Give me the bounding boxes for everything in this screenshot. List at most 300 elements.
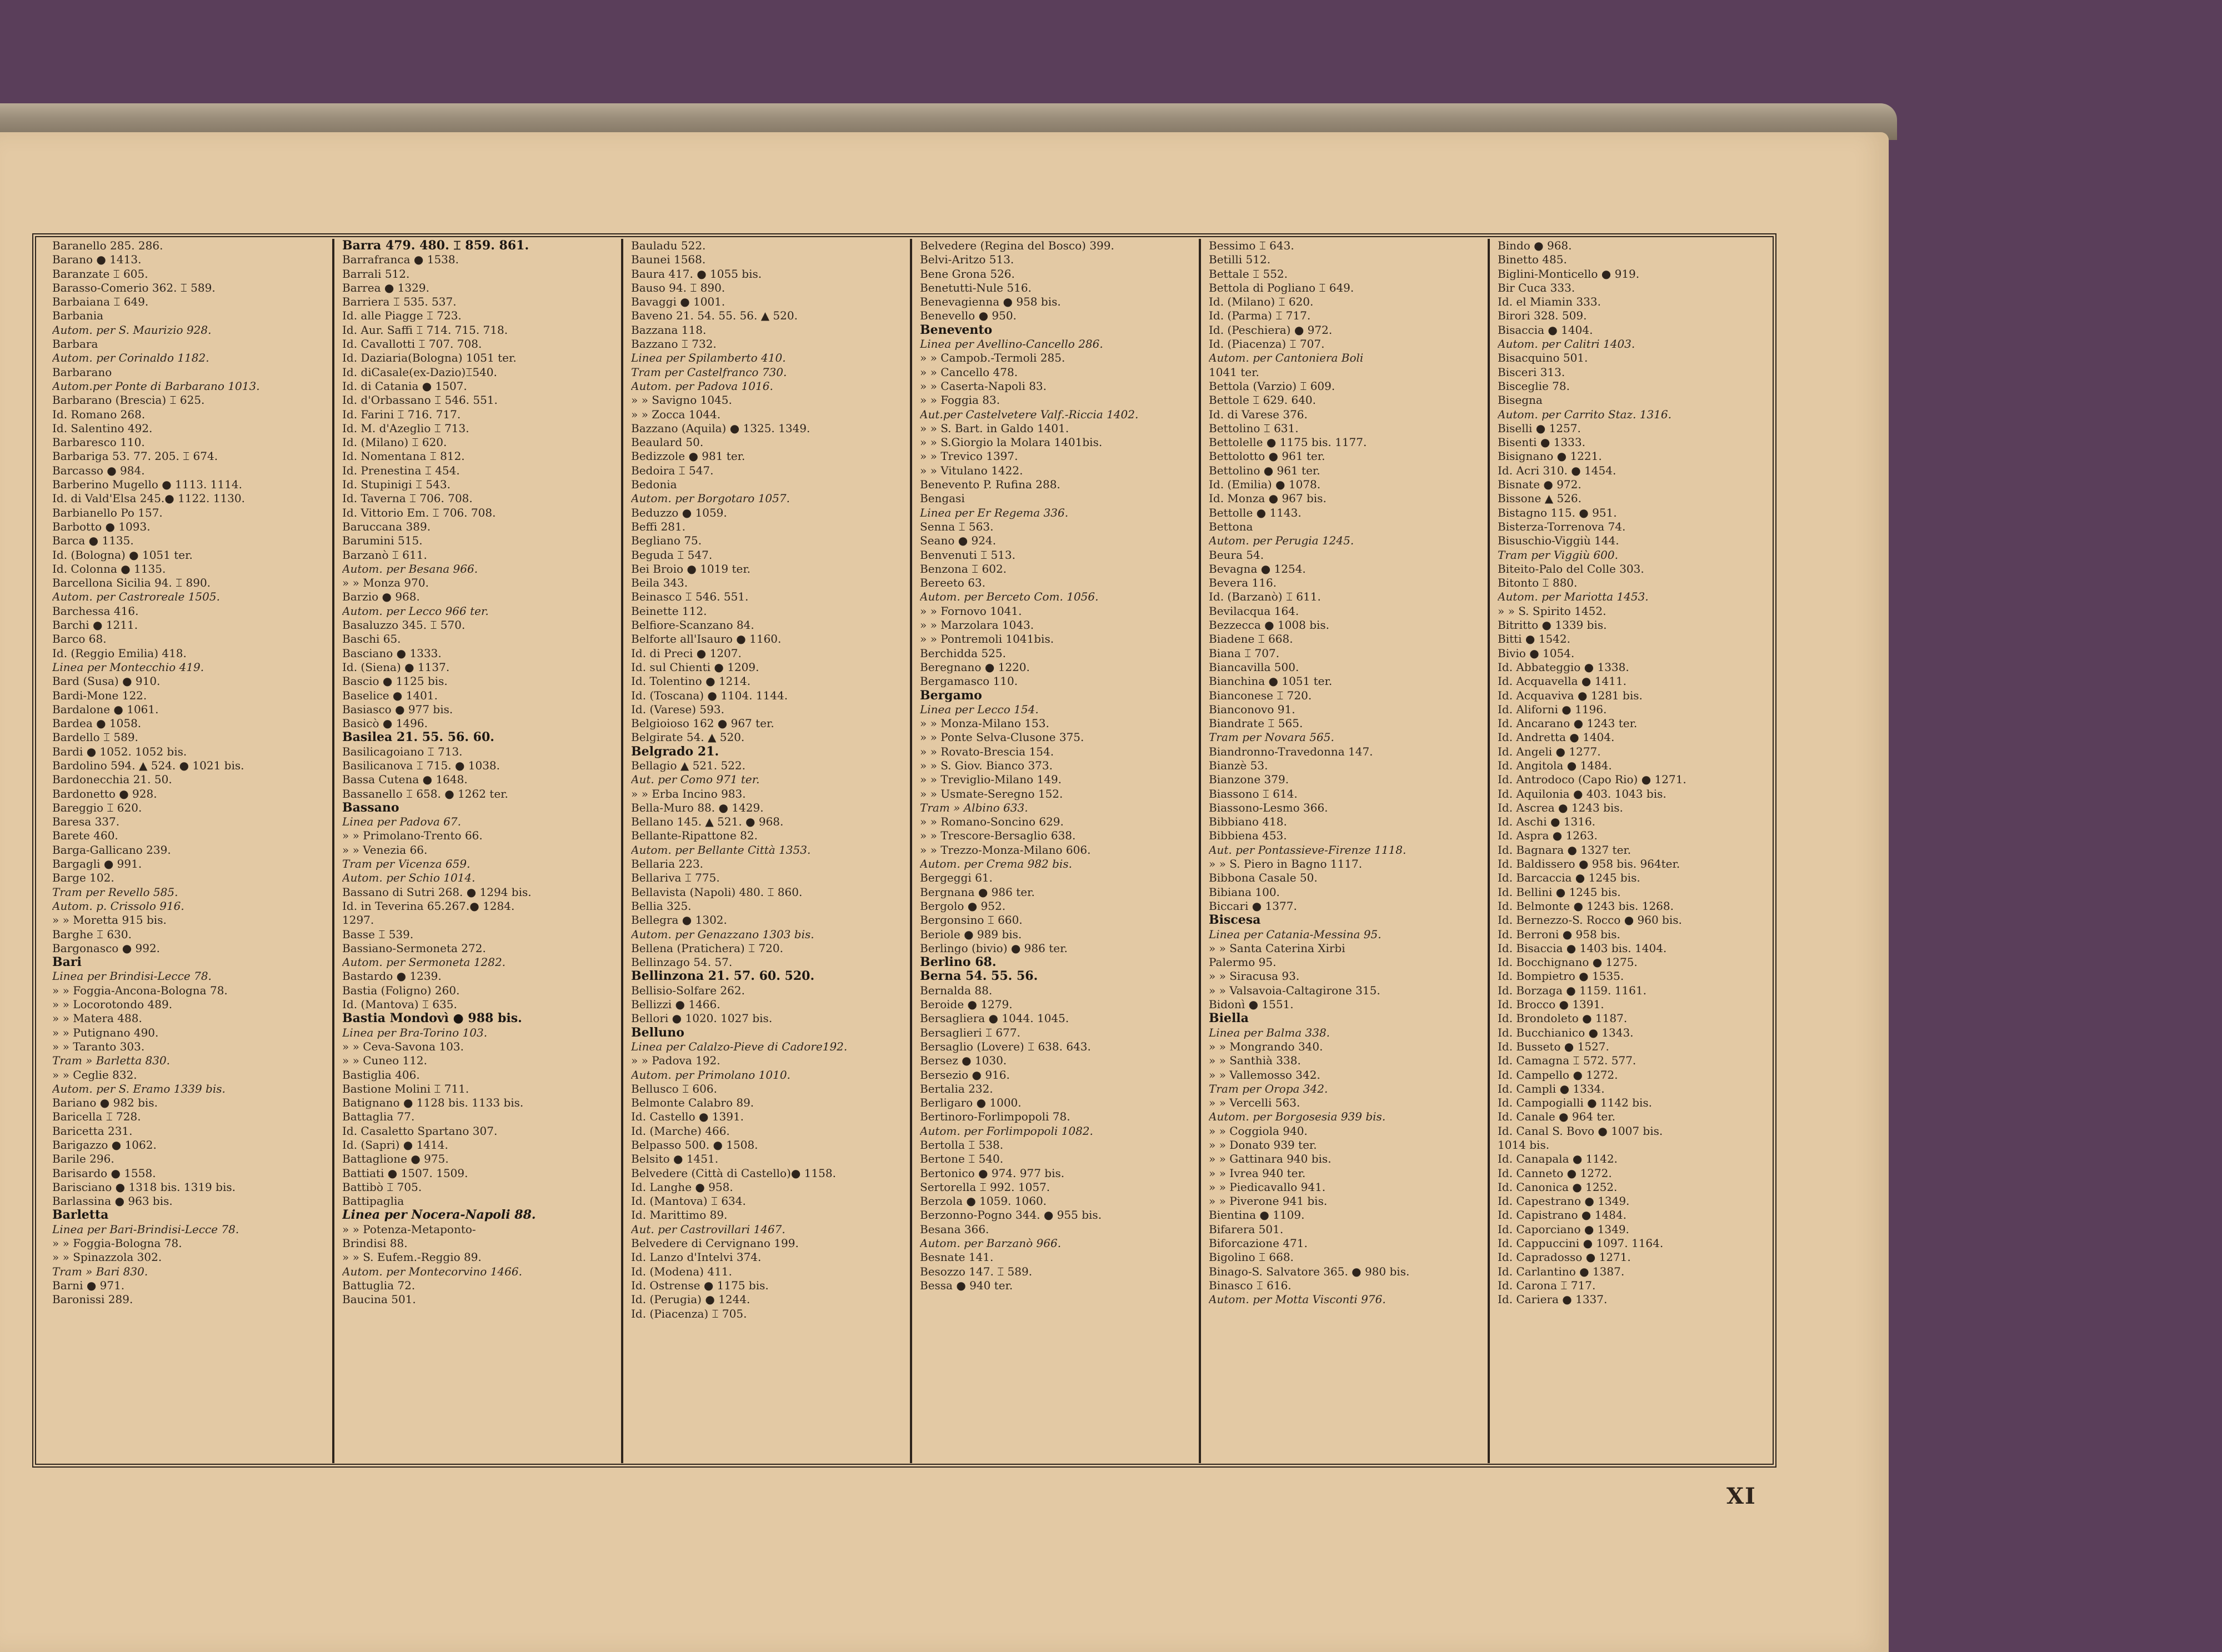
index-entry: Id. Canale ● 964 ter. (1498, 1110, 1615, 1124)
index-entry: Bareggio ⌶ 620. (52, 800, 142, 814)
index-entry: Beaulard 50. (631, 435, 704, 449)
index-entry: Biassono-Lesmo 366. (1209, 800, 1328, 814)
index-entry: Baura 417. ● 1055 bis. (631, 267, 762, 281)
index-entry: Bianconovo 91. (1209, 702, 1295, 716)
index-entry: Barzanò ⌶ 611. (342, 548, 427, 562)
index-entry: Biccari ● 1377. (1209, 899, 1297, 913)
index-entry: » » Putignano 490. (52, 1025, 159, 1039)
index-entry: Biandrate ⌶ 565. (1209, 717, 1303, 730)
index-entry: Autom. per Sermoneta 1282. (342, 955, 506, 969)
index-entry: Bettolino ● 961 ter. (1209, 463, 1320, 477)
index-entry: Bellante-Ripattone 82. (631, 829, 758, 843)
index-entry: Bastardo ● 1239. (342, 969, 442, 983)
index-entry: Id. alle Piagge ⌶ 723. (342, 309, 462, 323)
index-entry: Baricella ⌶ 728. (52, 1110, 141, 1124)
index-entry: » » S. Spirito 1452. (1498, 604, 1607, 618)
index-entry: Belgioioso 162 ● 967 ter. (631, 717, 774, 730)
index-entry: Bettola di Pogliano ⌶ 649. (1209, 281, 1354, 294)
index-entry: Barrali 512. (342, 267, 410, 281)
index-entry: Bibbiena 453. (1209, 829, 1287, 843)
index-entry: Bellegra ● 1302. (631, 913, 727, 927)
index-entry: » » Trezzo-Monza-Milano 606. (920, 843, 1091, 857)
index-entry: » » Piedicavallo 941. (1209, 1180, 1326, 1194)
index-entry: Id. Aquilonia ● 403. 1043 bis. (1498, 787, 1666, 800)
index-heading: Barra 479. 480. ⌶ 859. 861. (342, 239, 529, 253)
index-entry: » » Campob.-Termoli 285. (920, 351, 1065, 365)
index-entry: Bargonasco ● 992. (52, 941, 161, 955)
index-entry: Tram per Revello 585. (52, 885, 178, 899)
index-entry: Autom.per Ponte di Barbarano 1013. (52, 379, 260, 393)
index-entry: » » Savigno 1045. (631, 393, 732, 407)
index-entry: Bettolle ● 1143. (1209, 505, 1302, 519)
index-entry: Tram per Vicenza 659. (342, 857, 471, 871)
index-entry: Bettolotto ● 961 ter. (1209, 449, 1325, 463)
index-entry: Battipaglia (342, 1194, 404, 1208)
index-entry: Id. Romano 268. (52, 407, 146, 421)
index-entry: Autom. per Besana 966. (342, 562, 478, 575)
index-entry: Bersagliera ● 1044. 1045. (920, 1012, 1069, 1025)
index-entry: Belforte all'Isauro ● 1160. (631, 632, 782, 646)
index-entry: Sertorella ⌶ 992. 1057. (920, 1180, 1050, 1194)
index-entry: Beffi 281. (631, 519, 686, 533)
index-entry: Linea per Spilamberto 410. (631, 351, 786, 365)
index-entry: » » Venezia 66. (342, 843, 428, 857)
index-entry: Bargagli ● 991. (52, 857, 142, 871)
index-entry: Id. Borzaga ● 1159. 1161. (1498, 983, 1647, 997)
index-entry: Linea per Lecco 154. (920, 702, 1039, 716)
index-heading: Bellinzona 21. 57. 60. 520. (631, 969, 815, 984)
index-entry: » » Cuneo 112. (342, 1054, 428, 1068)
index-entry: Bergamasco 110. (920, 674, 1018, 688)
index-entry: Id. Brondoleto ● 1187. (1498, 1012, 1628, 1025)
index-entry: Barghe ⌶ 630. (52, 927, 132, 941)
index-entry: Id. Andretta ● 1404. (1498, 730, 1615, 744)
index-entry: Beinasco ⌶ 546. 551. (631, 590, 749, 604)
index-entry: Biselli ● 1257. (1498, 421, 1581, 435)
page-number: XI (1726, 1483, 1756, 1509)
index-entry: Barcasso ● 984. (52, 463, 145, 477)
index-entry: Bazzana 118. (631, 323, 707, 337)
index-entry: Id. (Mantova) ⌶ 634. (631, 1194, 746, 1208)
index-entry: Aut. per Castrovillari 1467. (631, 1222, 785, 1236)
index-entry: Bettona (1209, 519, 1253, 533)
index-entry: Benzona ⌶ 602. (920, 562, 1007, 575)
index-entry: Id. Capradosso ● 1271. (1498, 1250, 1631, 1264)
index-entry: » » Moretta 915 bis. (52, 913, 167, 927)
index-entry: Bigolino ⌶ 668. (1209, 1250, 1294, 1264)
index-entry: Barisciano ● 1318 bis. 1319 bis. (52, 1180, 236, 1194)
index-entry: Id. (Siena) ● 1137. (342, 660, 450, 674)
index-entry: Barrafranca ● 1538. (342, 253, 459, 267)
index-entry: Bardello ⌶ 589. (52, 730, 138, 744)
index-entry: Barrea ● 1329. (342, 281, 429, 294)
index-entry: Basciano ● 1333. (342, 646, 442, 660)
index-entry: Id. Brocco ● 1391. (1498, 998, 1604, 1012)
index-entry: » » Zocca 1044. (631, 407, 721, 421)
index-entry: Belgirate 54. ▲ 520. (631, 730, 745, 744)
index-entry: Seano ● 924. (920, 534, 997, 548)
index-entry: » » Taranto 303. (52, 1039, 145, 1053)
index-entry: Barbotto ● 1093. (52, 519, 151, 533)
index-entry: Id. Aur. Saffi ⌶ 714. 715. 718. (342, 323, 508, 337)
index-entry: Baselice ● 1401. (342, 688, 438, 702)
index-entry: Barlassina ● 963 bis. (52, 1194, 173, 1208)
index-entry: Basilicagoiano ⌶ 713. (342, 744, 463, 758)
index-entry: Benevagienna ● 958 bis. (920, 295, 1061, 309)
index-entry: Bibbona Casale 50. (1209, 871, 1318, 885)
index-entry: Id. Baldissero ● 958 bis. 964ter. (1498, 857, 1680, 871)
index-entry: Id. Bellini ● 1245 bis. (1498, 885, 1621, 899)
index-entry: Bianconese ⌶ 720. (1209, 688, 1312, 702)
index-entry: » » Valsavoia-Caltagirone 315. (1209, 983, 1380, 997)
index-entry: Id. Stupinigi ⌶ 543. (342, 478, 451, 492)
index-entry: Id. Colonna ● 1135. (52, 562, 166, 575)
index-entry: Bardolino 594. ▲ 524. ● 1021 bis. (52, 758, 244, 772)
index-entry: 1297. (342, 913, 374, 927)
index-entry: Bassano di Sutri 268. ● 1294 bis. (342, 885, 532, 899)
index-entry: Bianzone 379. (1209, 773, 1289, 787)
index-entry: Id. (Peschiera) ● 972. (1209, 323, 1333, 337)
index-entry: Id. Bocchignano ● 1275. (1498, 955, 1638, 969)
index-entry: Biana ⌶ 707. (1209, 646, 1280, 660)
index-entry: Baresa 337. (52, 815, 120, 829)
index-entry: Autom. per Forlimpopoli 1082. (920, 1124, 1093, 1138)
index-entry: Berligaro ● 1000. (920, 1096, 1022, 1110)
index-entry: Id. Cavallotti ⌶ 707. 708. (342, 337, 482, 351)
index-entry: Bavaggi ● 1001. (631, 295, 725, 309)
index-entry: Bisceri 313. (1498, 365, 1565, 379)
index-entry: Id. M. d'Azeglio ⌶ 713. (342, 421, 469, 435)
index-entry: Bellia 325. (631, 899, 692, 913)
index-entry: Bibbiano 418. (1209, 815, 1287, 829)
index-entry: Id. di Vald'Elsa 245.● 1122. 1130. (52, 492, 245, 505)
index-entry: » » Fornovo 1041. (920, 604, 1022, 618)
index-entry: » » Cancello 478. (920, 365, 1018, 379)
index-entry: Id. Capistrano ● 1484. (1498, 1208, 1627, 1222)
index-entry: Autom. per Corinaldo 1182. (52, 351, 209, 365)
index-entry: Autom. per Borgotaro 1057. (631, 492, 790, 505)
index-entry: Id. Canonica ● 1252. (1498, 1180, 1618, 1194)
index-entry: » » Ceglie 832. (52, 1068, 137, 1082)
index-entry: Bene Grona 526. (920, 267, 1015, 281)
index-entry: Id. Aschi ● 1316. (1498, 815, 1596, 829)
index-entry: » » Foggia-Bologna 78. (52, 1237, 182, 1250)
index-entry: Belpasso 500. ● 1508. (631, 1138, 758, 1152)
index-entry: Linea per Brindisi-Lecce 78. (52, 969, 212, 983)
index-entry: Bettolelle ● 1175 bis. 1177. (1209, 435, 1367, 449)
index-entry: Autom. per Crema 982 bis. (920, 857, 1072, 871)
index-entry: Biandronno-Travedonna 147. (1209, 744, 1373, 758)
index-entry: Bibiana 100. (1209, 885, 1280, 899)
index-entry: Id. Antrodoco (Capo Rio) ● 1271. (1498, 773, 1686, 787)
index-entry: Barbaresco 110. (52, 435, 145, 449)
index-entry: Autom. per Motta Visconti 976. (1209, 1293, 1386, 1306)
index-entry: Id. Casaletto Spartano 307. (342, 1124, 498, 1138)
index-entry: Bastia (Foligno) 260. (342, 983, 460, 997)
index-entry: Bisterza-Torrenova 74. (1498, 519, 1626, 533)
index-entry: Id. Camagna ⌶ 572. 577. (1498, 1054, 1637, 1068)
index-entry: Berzonno-Pogno 344. ● 955 bis. (920, 1208, 1102, 1222)
index-entry: Bellori ● 1020. 1027 bis. (631, 1012, 773, 1025)
index-entry: » » Rovato-Brescia 154. (920, 744, 1054, 758)
index-entry: Linea per Er Regema 336. (920, 505, 1069, 519)
index-entry: Tram per Viggiù 600. (1498, 548, 1618, 562)
index-entry: Id. Castello ● 1391. (631, 1110, 744, 1124)
index-entry: Id. (Milano) ⌶ 620. (342, 435, 447, 449)
index-entry: Barni ● 971. (52, 1278, 125, 1292)
index-entry: Bettale ⌶ 552. (1209, 267, 1288, 281)
index-entry: » » Matera 488. (52, 1012, 142, 1025)
index-entry: Id. Taverna ⌶ 706. 708. (342, 492, 473, 505)
index-entry: Baschi 65. (342, 632, 401, 646)
index-heading: Linea per Nocera-Napoli 88. (342, 1208, 536, 1223)
index-entry: Id. Campli ● 1334. (1498, 1082, 1605, 1095)
index-entry: » » Ivrea 940 ter. (1209, 1166, 1306, 1180)
index-entry: Barumini 515. (342, 534, 423, 548)
index-entry: Binetto 485. (1498, 253, 1567, 267)
index-entry: Bisignano ● 1221. (1498, 449, 1602, 463)
index-entry: Basaluzzo 345. ⌶ 570. (342, 618, 466, 632)
index-entry: Bellinzago 54. 57. (631, 955, 733, 969)
index-entry: Id. (Piacenza) ⌶ 707. (1209, 337, 1325, 351)
index-entry: Bedoira ⌶ 547. (631, 463, 714, 477)
index-entry: Battaglia 77. (342, 1110, 415, 1124)
index-entry: Baranello 285. 286. (52, 239, 163, 252)
index-entry: Barasso-Comerio 362. ⌶ 589. (52, 281, 216, 294)
index-entry: Bianzè 53. (1209, 758, 1268, 772)
index-entry: » » Marzolara 1043. (920, 618, 1034, 632)
index-entry: Bezzecca ● 1008 bis. (1209, 618, 1330, 632)
index-entry: Bisaccia ● 1404. (1498, 323, 1593, 337)
index-entry: Id. Capestrano ● 1349. (1498, 1194, 1630, 1208)
index-entry: Binago-S. Salvatore 365. ● 980 bis. (1209, 1264, 1410, 1278)
index-entry: Brindisi 88. (342, 1237, 408, 1250)
index-entry: Barchessa 416. (52, 604, 139, 618)
index-entry: Barco 68. (52, 632, 107, 646)
index-entry: Belfiore-Scanzano 84. (631, 618, 754, 632)
index-heading: Bassano (342, 800, 399, 815)
index-entry: Id. Tolentino ● 1214. (631, 674, 751, 688)
index-entry: Autom. per Bellante Città 1353. (631, 843, 811, 857)
index-entry: Bertinoro-Forlimpopoli 78. (920, 1110, 1070, 1124)
index-column-3 (621, 239, 905, 1463)
index-entry: » » S. Eufem.-Reggio 89. (342, 1250, 482, 1264)
index-entry: Id. Abbateggio ● 1338. (1498, 660, 1629, 674)
index-entry: Id. Canal S. Bovo ● 1007 bis. (1498, 1124, 1663, 1138)
index-entry: Belmonte Calabro 89. (631, 1096, 754, 1110)
index-entry: Bidonì ● 1551. (1209, 998, 1294, 1012)
index-entry: » » Foggia 83. (920, 393, 1000, 407)
index-entry: » » S. Piero in Bagno 1117. (1209, 857, 1363, 871)
index-entry: Baranzate ⌶ 605. (52, 267, 148, 281)
index-entry: » » Pontremoli 1041bis. (920, 632, 1054, 646)
index-heading: Belluno (631, 1025, 684, 1040)
index-entry: Bissone ▲ 526. (1498, 492, 1582, 505)
index-entry: » » Trevico 1397. (920, 449, 1018, 463)
index-entry: Belvedere (Città di Castello)● 1158. (631, 1166, 836, 1180)
index-entry: Bindo ● 968. (1498, 239, 1572, 252)
index-entry: Bergonsino ⌶ 660. (920, 913, 1023, 927)
index-entry: Bazzano ⌶ 732. (631, 337, 717, 351)
index-entry: » » Foggia-Ancona-Bologna 78. (52, 983, 228, 997)
index-entry: Linea per Bari-Brindisi-Lecce 78. (52, 1222, 239, 1236)
index-entry: Baruccana 389. (342, 519, 431, 533)
index-entry: Bedizzole ● 981 ter. (631, 449, 745, 463)
index-heading: Bergamo (920, 688, 982, 703)
index-entry: Bientina ● 1109. (1209, 1208, 1305, 1222)
index-entry: Autom. per S. Eramo 1339 bis. (52, 1082, 226, 1095)
index-entry: Id. (Milano) ⌶ 620. (1209, 295, 1314, 309)
index-entry: » » Caserta-Napoli 83. (920, 379, 1047, 393)
index-entry: Basicò ● 1496. (342, 717, 428, 730)
index-entry: Bianchina ● 1051 ter. (1209, 674, 1333, 688)
index-entry: Bersez ● 1030. (920, 1054, 1007, 1068)
index-entry: Linea per Calalzo-Pieve di Cadore192. (631, 1039, 848, 1053)
index-entry: Belvedere di Cervignano 199. (631, 1237, 799, 1250)
index-entry: Berchidda 525. (920, 646, 1006, 660)
index-entry: » » S. Giov. Bianco 373. (920, 758, 1053, 772)
index-entry: » » Donato 939 ter. (1209, 1138, 1317, 1152)
index-entry: Bettola (Varzio) ⌶ 609. (1209, 379, 1335, 393)
index-entry: Id. Busseto ● 1527. (1498, 1039, 1609, 1053)
index-entry: Besozzo 147. ⌶ 589. (920, 1264, 1033, 1278)
index-entry: Besnate 141. (920, 1250, 994, 1264)
index-entry: Aut. per Pontassieve-Firenze 1118. (1209, 843, 1407, 857)
index-entry: Barchi ● 1211. (52, 618, 138, 632)
index-entry: Id. Caporciano ● 1349. (1498, 1222, 1629, 1236)
index-entry: Bersezio ● 916. (920, 1068, 1010, 1082)
index-entry: » » Romano-Soncino 629. (920, 815, 1064, 829)
index-entry: Autom. per Castroreale 1505. (52, 590, 220, 604)
index-entry: Id. Bernezzo-S. Rocco ● 960 bis. (1498, 913, 1682, 927)
index-entry: Barbaiana ⌶ 649. (52, 295, 149, 309)
index-entry: Autom. per Montecorvino 1466. (342, 1264, 522, 1278)
index-entry: Id. (Mantova) ⌶ 635. (342, 998, 457, 1012)
index-entry: Battiati ● 1507. 1509. (342, 1166, 468, 1180)
index-entry: Beregnano ● 1220. (920, 660, 1030, 674)
index-entry: Bergnana ● 986 ter. (920, 885, 1035, 899)
index-entry: » » Usmate-Seregno 152. (920, 787, 1063, 800)
index-entry: Id. Aliforni ● 1196. (1498, 702, 1607, 716)
index-entry: » » Potenza-Metaponto- (342, 1222, 476, 1236)
index-entry: Baronissi 289. (52, 1293, 133, 1306)
index-entry: Id. (Toscana) ● 1104. 1144. (631, 688, 788, 702)
index-entry: Autom. per Berceto Com. 1056. (920, 590, 1099, 604)
index-entry: » » S.Giorgio la Molara 1401bis. (920, 435, 1103, 449)
index-entry: Battaglione ● 975. (342, 1152, 449, 1166)
index-entry: Barano ● 1413. (52, 253, 142, 267)
index-entry: Id. Aspra ● 1263. (1498, 829, 1598, 843)
index-entry: » » Siracusa 93. (1209, 969, 1300, 983)
index-entry: » » Vitulano 1422. (920, 463, 1023, 477)
index-entry: Bitti ● 1542. (1498, 632, 1570, 646)
index-entry: Birori 328. 509. (1498, 309, 1587, 323)
index-entry: Id. Canneto ● 1272. (1498, 1166, 1612, 1180)
index-column-6 (1488, 239, 1772, 1463)
index-entry: Belvi-Aritzo 513. (920, 253, 1014, 267)
index-entry: Bisenti ● 1333. (1498, 435, 1585, 449)
index-entry: » » Vercelli 563. (1209, 1096, 1300, 1110)
index-entry: Aut. per Como 971 ter. (631, 773, 760, 787)
index-entry: Biassono ⌶ 614. (1209, 787, 1298, 800)
index-entry: Bastione Molini ⌶ 711. (342, 1082, 469, 1095)
index-entry: Bellano 145. ▲ 521. ● 968. (631, 815, 784, 829)
index-entry: Bellavista (Napoli) 480. ⌶ 860. (631, 885, 803, 899)
index-entry: Bardi ● 1052. 1052 bis. (52, 744, 187, 758)
index-entry: Belvedere (Regina del Bosco) 399. (920, 239, 1114, 252)
index-entry: Begliano 75. (631, 534, 702, 548)
index-entry: Bitritto ● 1339 bis. (1498, 618, 1607, 632)
index-entry: Id. Acquaviva ● 1281 bis. (1498, 688, 1643, 702)
index-entry: 1041 ter. (1209, 365, 1259, 379)
index-entry: Basilicanova ⌶ 715. ● 1038. (342, 758, 501, 772)
index-entry: Bersaglieri ⌶ 677. (920, 1025, 1020, 1039)
index-entry: Basiasco ● 977 bis. (342, 702, 453, 716)
index-entry: Bevilacqua 164. (1209, 604, 1299, 618)
index-entry: Id. Lanzo d'Intelvi 374. (631, 1250, 762, 1264)
index-entry: Id. Bagnara ● 1327 ter. (1498, 843, 1632, 857)
index-entry: Binasco ⌶ 616. (1209, 1278, 1292, 1292)
index-entry: Bertolla ⌶ 538. (920, 1138, 1004, 1152)
index-entry: Belsito ● 1451. (631, 1152, 719, 1166)
index-entry: Autom. per Cantoniera Boli (1209, 351, 1364, 365)
index-entry: Id. Daziaria(Bologna) 1051 ter. (342, 351, 517, 365)
index-entry: Id. Angeli ● 1277. (1498, 744, 1601, 758)
index-entry: Bassanello ⌶ 658. ● 1262 ter. (342, 787, 508, 800)
index-entry: Id. diCasale(ex-Dazio)⌶540. (342, 365, 497, 379)
index-entry: Betilli 512. (1209, 253, 1271, 267)
index-heading: Bastia Mondovì ● 988 bis. (342, 1012, 522, 1026)
index-entry: » » Erba Incino 983. (631, 787, 746, 800)
index-heading: Berlino 68. (920, 955, 997, 970)
index-entry: Id. Bompietro ● 1535. (1498, 969, 1624, 983)
index-entry: Baucina 501. (342, 1293, 416, 1306)
index-entry: Bengasi (920, 492, 965, 505)
index-entry: » » Vallemosso 342. (1209, 1068, 1320, 1082)
index-entry: Id. Carlantino ● 1387. (1498, 1264, 1625, 1278)
index-entry: » » Ceva-Savona 103. (342, 1039, 464, 1053)
index-entry: Palermo 95. (1209, 955, 1277, 969)
index-entry: Autom. per Carrito Staz. 1316. (1498, 407, 1671, 421)
index-entry: Barile 296. (52, 1152, 114, 1166)
index-column-1 (44, 239, 329, 1463)
index-entry: Tram per Castelfranco 730. (631, 365, 787, 379)
index-entry: Barzio ● 968. (342, 590, 420, 604)
index-heading: Belgrado 21. (631, 744, 719, 759)
index-entry: Battuglia 72. (342, 1278, 416, 1292)
index-entry: Autom. per Genazzano 1303 bis. (631, 927, 814, 941)
index-entry: Benetutti-Nule 516. (920, 281, 1032, 294)
index-entry: Autom. per Perugia 1245. (1209, 534, 1354, 548)
index-heading: Berna 54. 55. 56. (920, 969, 1038, 984)
index-entry: Bellagio ▲ 521. 522. (631, 758, 746, 772)
index-entry: Tram per Novara 565. (1209, 730, 1334, 744)
index-entry: Id. Farini ⌶ 716. 717. (342, 407, 461, 421)
index-entry: Bardalone ● 1061. (52, 702, 159, 716)
index-entry: Autom. per Borgosesia 939 bis. (1209, 1110, 1386, 1124)
index-entry: Bisegna (1498, 393, 1543, 407)
index-entry: Id. (Perugia) ● 1244. (631, 1293, 750, 1306)
index-entry: Linea per Balma 338. (1209, 1025, 1330, 1039)
index-entry: 1014 bis. (1498, 1138, 1550, 1152)
index-entry: Aut.per Castelvetere Valf.-Riccia 1402. (920, 407, 1139, 421)
index-entry: Id. Bisaccia ● 1403 bis. 1404. (1498, 941, 1667, 955)
index-entry: Benevento P. Rufina 288. (920, 478, 1060, 492)
index-entry: Bevera 116. (1209, 576, 1277, 590)
index-entry: » » Ponte Selva-Clusone 375. (920, 730, 1084, 744)
index-entry: Bardonetto ● 928. (52, 787, 157, 800)
index-entry: Barbarano (52, 365, 112, 379)
